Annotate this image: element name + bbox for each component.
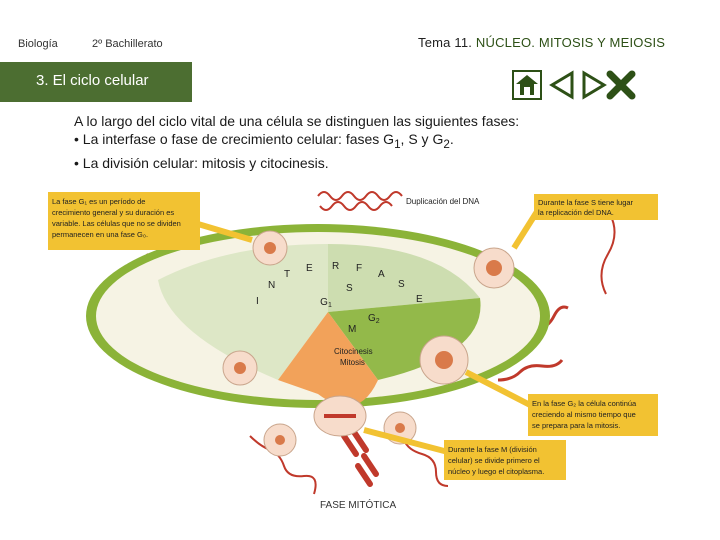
- cell-g1: [253, 231, 287, 265]
- intro-sub-1: 1: [394, 137, 401, 151]
- intro-line-3: • La división celular: mitosis y citocinesis.: [74, 154, 329, 171]
- fase-mitotica-label: FASE MITÓTICA: [320, 500, 397, 511]
- callout-m: [364, 430, 566, 480]
- intro-interfase-text: • La interfase o fase de crecimiento celular: fases G: [74, 131, 395, 147]
- svg-text:En la fase G₂ la célula contin: En la fase G₂ la célula continúa creciendo al mismo tiempo que se prepara para la mitosis.: [532, 399, 637, 430]
- svg-text:A: A: [378, 269, 385, 280]
- cell-division-a: [264, 424, 296, 456]
- topic-name: NÚCLEO. MITOSIS Y MEIOSIS: [475, 35, 666, 50]
- intro-text: [74, 112, 634, 172]
- subject-label: Biología: [18, 38, 58, 50]
- navigation-bar: [512, 70, 636, 100]
- g1-label: $G_1$: [320, 297, 332, 309]
- intro-interfase-text-2: , S y G: [400, 131, 444, 147]
- callout-s: [514, 194, 658, 248]
- svg-text:N: N: [268, 280, 276, 291]
- dna-duplication-label: Duplicación del DNA: [406, 197, 480, 206]
- svg-text:R: R: [332, 261, 340, 272]
- cell-early: [223, 351, 257, 385]
- dna-strand-top-2: [320, 202, 392, 210]
- chromatids: [344, 432, 376, 484]
- cell-g2: [420, 336, 468, 384]
- svg-text:S: S: [398, 279, 405, 290]
- g2-label: $G_2$: [368, 313, 380, 325]
- close-icon[interactable]: [606, 70, 636, 100]
- svg-text:E: E: [416, 294, 423, 305]
- svg-text:F: F: [356, 263, 363, 274]
- intro-line-1: A lo largo del ciclo vital de una célula se distinguen las siguientes fases:: [74, 113, 520, 129]
- topic-prefix: Tema 11.: [418, 35, 476, 50]
- cell-cycle-diagram: [18, 184, 698, 520]
- m-label: M: [348, 324, 357, 335]
- level-label: 2º Bachillerato: [92, 38, 163, 50]
- svg-text:Durante la fase S tiene lugar: Durante la fase S tiene lugar la replicación del DNA.: [538, 198, 634, 217]
- dna-strand-top: [318, 192, 402, 200]
- s-label: S: [346, 283, 353, 294]
- home-icon[interactable]: [512, 70, 542, 100]
- svg-text:E: E: [306, 263, 313, 274]
- svg-text:La fase G₁ es un período de: La fase G₁ es un período de crecimiento general y su duración es variable. Las células que no se dividen permanecen en una fase G₀.: [52, 197, 181, 239]
- svg-text:I: I: [256, 296, 259, 307]
- svg-text:Durante la fase M (división: Durante la fase M (división celular) se divide primero el núcleo y luego el citoplasma.: [448, 445, 545, 476]
- intro-period: .: [449, 131, 454, 147]
- callout-g2: [466, 372, 658, 436]
- previous-icon[interactable]: [548, 70, 578, 100]
- next-icon[interactable]: [578, 70, 608, 100]
- topic-title: [418, 35, 665, 50]
- cell-s: [474, 248, 514, 288]
- dna-strand-right: [601, 214, 614, 294]
- intro-line-2: [74, 130, 634, 154]
- cell-mitosis: [314, 396, 366, 436]
- svg-text:T: T: [284, 269, 291, 280]
- section-title: 3. El ciclo celular: [36, 72, 149, 89]
- mitosis-label: Mitosis: [340, 358, 365, 367]
- citocinesis-label: Citocinesis: [334, 347, 373, 356]
- intro-sub-2: 2: [443, 137, 450, 151]
